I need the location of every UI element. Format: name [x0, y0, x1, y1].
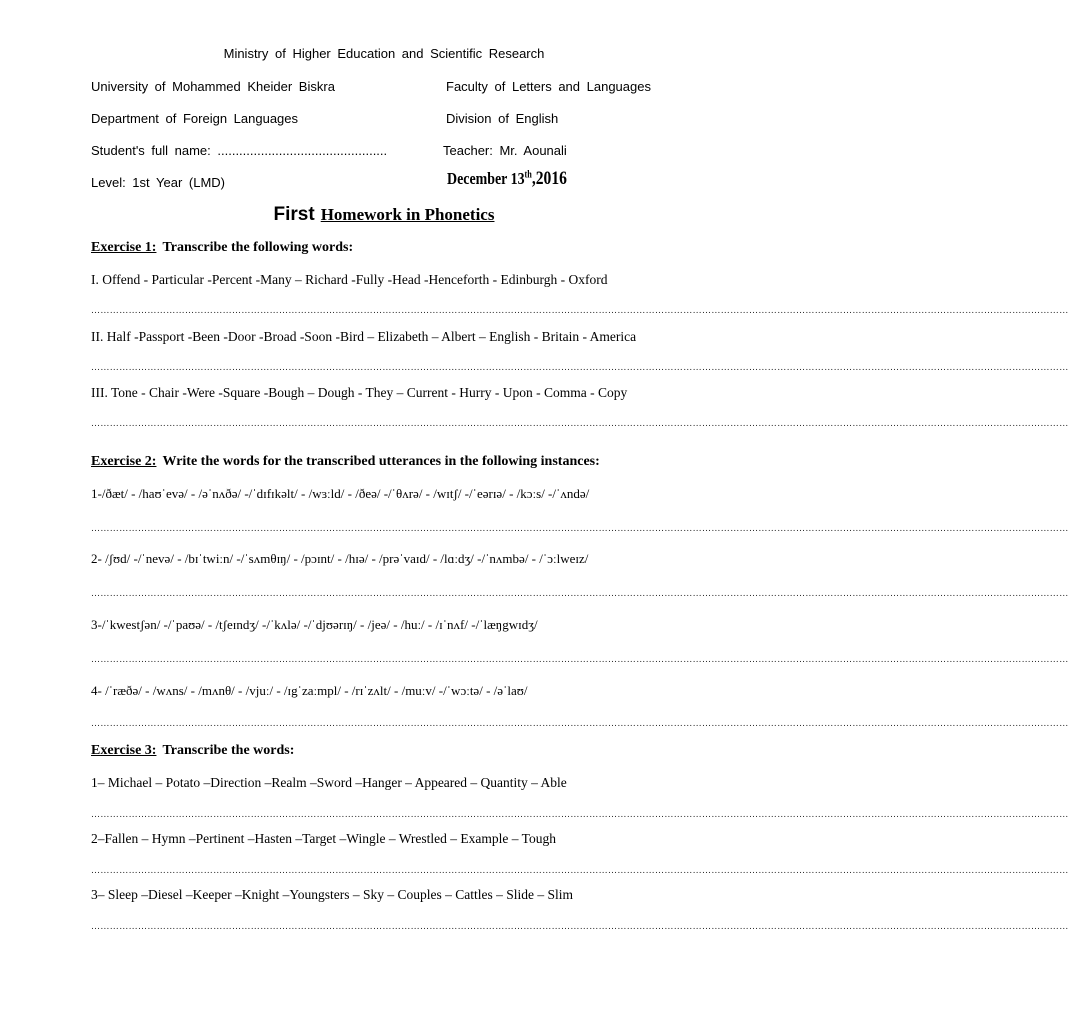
answer-dots: …………………………………………………………………………………………………………………………………………………………………………………………………………………………………………………………………………………… — [91, 865, 1069, 875]
student-name-field: Student's full name: ............................................... — [91, 143, 388, 158]
exercise1-label: Exercise 1: — [91, 240, 157, 255]
level: Level: 1st Year (LMD) — [91, 175, 226, 190]
exercise3-line-1: 1– Michael – Potato –Direction –Realm –Sword –Hanger – Appeared – Quantity – Able — [91, 775, 567, 790]
ministry-line: Ministry of Higher Education and Scientific Research — [223, 46, 545, 61]
exercise2-heading — [91, 454, 600, 470]
exercise3-line-2: 2–Fallen – Hymn –Pertinent –Hasten –Target –Wingle – Wrestled – Example – Tough — [91, 831, 556, 846]
exercise1-heading — [91, 240, 353, 256]
answer-dots: …………………………………………………………………………………………………………………………………………………………………………………………………………………………………………………………………………………… — [91, 718, 1069, 728]
exercise2-line-2: 2- /ʃʊd/ -/ˈnevə/ - /bɪˈtwiːn/ -/ˈsʌmθɪŋ/ - /pɔɪnt/ - /hɪə/ - /prəˈvaɪd/ - /lɑːdʒ/ -/ˈnʌmbə/ - /ˈɔːlweɪz/ — [91, 551, 589, 566]
exercise3-label: Exercise 3: — [91, 743, 157, 758]
date-year: ,2016 — [531, 168, 567, 189]
title-first: First — [273, 204, 315, 225]
date-main: December 13 — [447, 169, 525, 188]
answer-dots: …………………………………………………………………………………………………………………………………………………………………………………………………………………………………………………………………………………… — [91, 654, 1069, 664]
division-name: Division of English — [446, 111, 559, 126]
page-title — [0, 204, 768, 226]
answer-dots: …………………………………………………………………………………………………………………………………………………………………………………………………………………………………………………………………………………… — [91, 921, 1069, 931]
faculty-name: Faculty of Letters and Languages — [446, 79, 651, 94]
exercise2-label: Exercise 2: — [91, 454, 157, 469]
title-rest: Homework in Phonetics — [320, 205, 495, 224]
teacher-name: Teacher: Mr. Aounali — [443, 143, 567, 158]
exercise1-instruction: Transcribe the following words: — [162, 240, 354, 255]
answer-dots: …………………………………………………………………………………………………………………………………………………………………………………………………………………………………………………………………………………… — [91, 418, 1069, 428]
exercise2-line-4: 4- /ˈræðə/ - /wʌns/ - /mʌnθ/ - /vjuː/ - /ɪgˈzaːmpl/ - /rɪˈzʌlt/ - /muːv/ -/ˈwɔːtə/ - /əˈlaʊ/ — [91, 683, 528, 698]
exercise2-line-1: 1-/ðæt/ - /haʊˈevə/ - /əˈnʌðə/ -/ˈdɪfɪkəlt/ - /wɜːld/ - /ðeə/ -/ˈθʌrə/ - /wɪtʃ/ -/ˈeərɪə/ - /kɔːs/ -/ˈʌndə/ — [91, 486, 590, 501]
exercise1-line-3: III. Tone - Chair -Were -Square -Bough – Dough - They – Current - Hurry - Upon - Comma - Copy — [91, 385, 628, 400]
exercise3-line-3: 3– Sleep –Diesel –Keeper –Knight –Youngsters – Sky – Couples – Cattles – Slide – Slim — [91, 887, 573, 902]
answer-dots: …………………………………………………………………………………………………………………………………………………………………………………………………………………………………………………………………………………… — [91, 523, 1069, 533]
university-name: University of Mohammed Kheider Biskra — [91, 79, 335, 94]
exercise1-line-1: I. Offend - Particular -Percent -Many – Richard -Fully -Head -Henceforth - Edinburgh - Oxford — [91, 272, 608, 287]
answer-dots: …………………………………………………………………………………………………………………………………………………………………………………………………………………………………………………………………………………… — [91, 305, 1069, 315]
date-suffix: th — [524, 169, 532, 181]
answer-dots: …………………………………………………………………………………………………………………………………………………………………………………………………………………………………………………………………………………… — [91, 588, 1069, 598]
department-name: Department of Foreign Languages — [91, 111, 299, 126]
exercise3-heading — [91, 743, 294, 759]
date — [447, 168, 567, 190]
exercise2-line-3: 3-/ˈkwestʃən/ -/ˈpaʊə/ - /tʃeɪndʒ/ -/ˈkʌlə/ -/ˈdjʊərɪŋ/ - /jeə/ - /huː/ - /ɪˈnʌf/ -/ˈlæŋgwɪdʒ/ — [91, 617, 538, 632]
answer-dots: …………………………………………………………………………………………………………………………………………………………………………………………………………………………………………………………………………………… — [91, 362, 1069, 372]
exercise1-line-2: II. Half -Passport -Been -Door -Broad -Soon -Bird – Elizabeth – Albert – English - Britain - America — [91, 329, 637, 344]
answer-dots: …………………………………………………………………………………………………………………………………………………………………………………………………………………………………………………………………………………… — [91, 809, 1069, 819]
exercise3-instruction: Transcribe the words: — [162, 743, 295, 758]
exercise2-instruction: Write the words for the transcribed utterances in the following instances: — [162, 454, 600, 469]
